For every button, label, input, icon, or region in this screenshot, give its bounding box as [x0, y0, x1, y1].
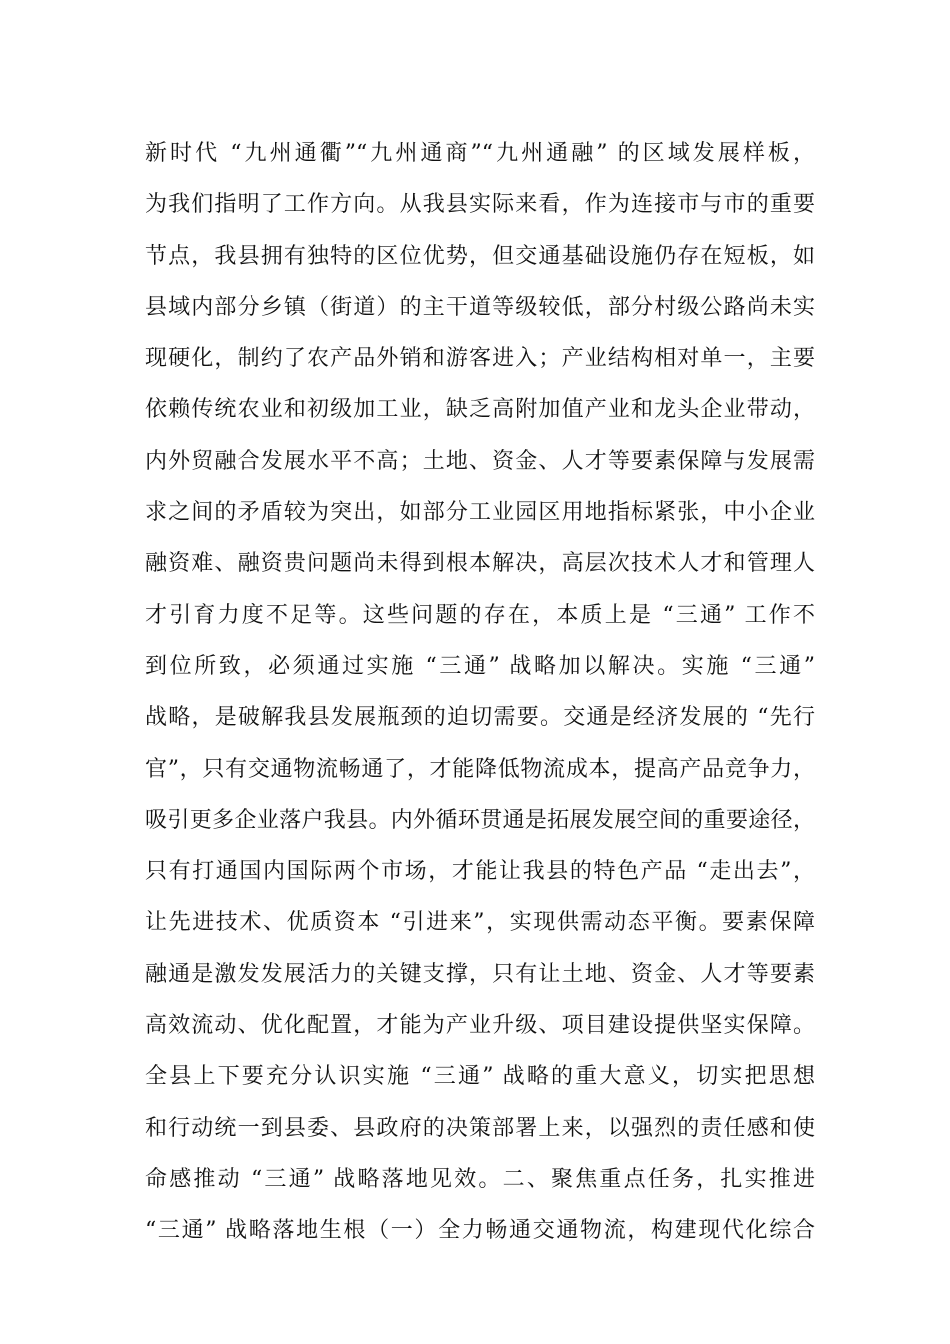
- text-line: 才引育力度不足等。这些问题的存在，本质上是 “三通” 工作不: [145, 602, 815, 628]
- text-line: 全县上下要充分认识实施 “三通” 战略的重大意义，切实把思想: [145, 1064, 815, 1090]
- text-line: 吸引更多企业落户我县。内外循环贯通是拓展发展空间的重要途径，: [145, 807, 815, 833]
- text-line: 求之间的矛盾较为突出，如部分工业园区用地指标紧张，中小企业: [145, 500, 815, 526]
- text-line: 和行动统一到县委、县政府的决策部署上来，以强烈的责任感和使: [145, 1115, 815, 1141]
- text-line: 现硬化，制约了农产品外销和游客进入；产业结构相对单一，主要: [145, 346, 815, 372]
- text-line: 融资难、融资贵问题尚未得到根本解决，高层次技术人才和管理人: [145, 551, 815, 577]
- text-line: 战略，是破解我县发展瓶颈的迫切需要。交通是经济发展的 “先行: [145, 705, 815, 731]
- text-line: 新时代 “九州通衢”“九州通商”“九州通融” 的区域发展样板，: [145, 141, 815, 166]
- text-line: 高效流动、优化配置，才能为产业升级、项目建设提供坚实保障。: [145, 1013, 815, 1039]
- text-line: 内外贸融合发展水平不高；土地、资金、人才等要素保障与发展需: [145, 448, 815, 474]
- text-line: 官”，只有交通物流畅通了，才能降低物流成本，提高产品竞争力，: [145, 756, 815, 782]
- text-line: 依赖传统农业和初级加工业，缺乏高附加值产业和龙头企业带动，: [145, 397, 815, 423]
- text-line: 融通是激发发展活力的关键支撑，只有让土地、资金、人才等要素: [145, 961, 815, 987]
- text-line: 节点，我县拥有独特的区位优势，但交通基础设施仍存在短板，如: [145, 243, 815, 269]
- text-line: 命感推动 “三通” 战略落地见效。二、聚焦重点任务，扎实推进: [145, 1166, 815, 1192]
- text-line: 让先进技术、优质资本 “引进来”，实现供需动态平衡。要素保障: [145, 910, 815, 936]
- text-line: 只有打通国内国际两个市场，才能让我县的特色产品 “走出去”，: [145, 859, 815, 885]
- text-line: 为我们指明了工作方向。从我县实际来看，作为连接市与市的重要: [145, 192, 815, 218]
- body-text: [145, 128, 815, 1257]
- text-line: 到位所致，必须通过实施 “三通” 战略加以解决。实施 “三通”: [145, 653, 815, 679]
- text-line: “三通” 战略落地生根（一）全力畅通交通物流，构建现代化综合: [145, 1218, 815, 1244]
- text-line: 县域内部分乡镇（街道）的主干道等级较低，部分村级公路尚未实: [145, 294, 815, 320]
